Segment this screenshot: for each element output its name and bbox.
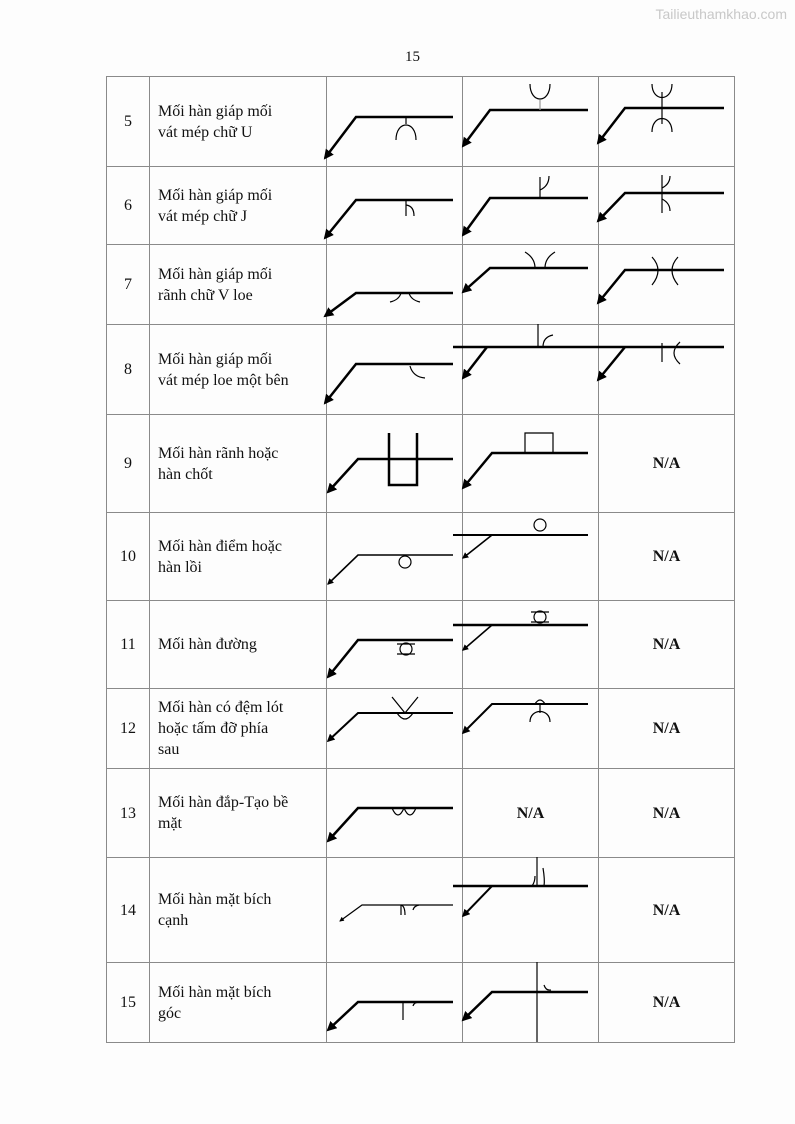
row-number: 9 (107, 415, 150, 513)
table-row (107, 77, 735, 167)
row-number: 6 (107, 167, 150, 245)
not-applicable: N/A (599, 858, 735, 963)
weld-name (150, 245, 327, 325)
name-line: Mối hàn giáp mối (158, 350, 273, 368)
symbol-other-side (463, 689, 599, 769)
name-line: Mối hàn đường (158, 636, 257, 653)
symbol-other-side (463, 415, 599, 513)
weld-name (150, 601, 327, 689)
symbol-other-side (463, 963, 599, 1043)
row-number: 13 (107, 769, 150, 858)
name-line: hoặc tấm đỡ phía (158, 720, 269, 737)
table-row (107, 601, 735, 689)
row-number: 8 (107, 325, 150, 415)
symbol-arrow-side (327, 77, 463, 167)
symbol-other-side (463, 858, 599, 963)
table-row (107, 415, 735, 513)
name-line: vát mép loe một bên (158, 371, 289, 389)
watermark: Tailieuthamkhao.com (655, 6, 787, 22)
symbol-arrow-side (327, 415, 463, 513)
row-number: 11 (107, 601, 150, 689)
name-line: góc (158, 1004, 182, 1022)
symbol-arrow-side (327, 963, 463, 1043)
symbol-both-sides (599, 325, 735, 415)
name-line: Mối hàn đắp-Tạo bề (158, 794, 289, 811)
not-applicable: N/A (599, 601, 735, 689)
symbol-other-side (463, 77, 599, 167)
name-line: hàn chốt (158, 465, 213, 483)
row-number: 10 (107, 513, 150, 601)
not-applicable: N/A (599, 689, 735, 769)
symbol-arrow-side (327, 858, 463, 963)
not-applicable: N/A (599, 415, 735, 513)
symbol-arrow-side (327, 601, 463, 689)
symbol-other-side (463, 167, 599, 245)
name-line: Mối hàn giáp mối (158, 102, 273, 120)
symbol-other-side (463, 325, 599, 415)
row-number: 15 (107, 963, 150, 1043)
name-line: sau (158, 741, 180, 758)
name-line: Mối hàn điểm hoặc (158, 537, 282, 555)
row-number: 14 (107, 858, 150, 963)
weld-name (150, 167, 327, 245)
weld-name (150, 325, 327, 415)
row-number: 5 (107, 77, 150, 167)
symbol-other-side (463, 245, 599, 325)
weld-name (150, 769, 327, 858)
weld-symbol-table (106, 76, 735, 1043)
table-row (107, 689, 735, 769)
name-line: Mối hàn mặt bích (158, 891, 272, 908)
symbol-arrow-side (327, 769, 463, 858)
row-number: 12 (107, 689, 150, 769)
name-line: hàn lồi (158, 558, 202, 576)
name-line: Mối hàn giáp mối (158, 265, 273, 283)
name-line: Mối hàn rãnh hoặc (158, 444, 279, 462)
weld-name (150, 858, 327, 963)
not-applicable: N/A (599, 963, 735, 1043)
not-applicable: N/A (599, 513, 735, 601)
symbol-arrow-side (327, 689, 463, 769)
name-line: cạnh (158, 912, 189, 929)
table-row (107, 325, 735, 415)
name-line: Mối hàn giáp mối (158, 186, 273, 204)
name-line: mặt (158, 815, 182, 832)
weld-name (150, 689, 327, 769)
not-applicable: N/A (463, 769, 599, 858)
symbol-both-sides (599, 167, 735, 245)
not-applicable: N/A (599, 769, 735, 858)
name-line: Mối hàn mặt bích (158, 983, 272, 1001)
table-row (107, 858, 735, 963)
page-number: 15 (405, 49, 420, 65)
name-line: Mối hàn có đệm lót (158, 699, 284, 716)
weld-name (150, 513, 327, 601)
weld-name (150, 415, 327, 513)
table-row (107, 513, 735, 601)
symbol-arrow-side (327, 513, 463, 601)
symbol-other-side (463, 601, 599, 689)
weld-name (150, 963, 327, 1043)
table-row (107, 245, 735, 325)
name-line: vát mép chữ U (158, 123, 253, 141)
symbol-arrow-side (327, 167, 463, 245)
symbol-arrow-side (327, 245, 463, 325)
row-number: 7 (107, 245, 150, 325)
table-row (107, 167, 735, 245)
symbol-both-sides (599, 77, 735, 167)
weld-name (150, 77, 327, 167)
symbol-both-sides (599, 245, 735, 325)
symbol-arrow-side (327, 325, 463, 415)
name-line: vát mép chữ J (158, 207, 248, 225)
table-row (107, 963, 735, 1043)
table-row (107, 769, 735, 858)
name-line: rãnh chữ V loe (158, 286, 253, 304)
symbol-other-side (463, 513, 599, 601)
